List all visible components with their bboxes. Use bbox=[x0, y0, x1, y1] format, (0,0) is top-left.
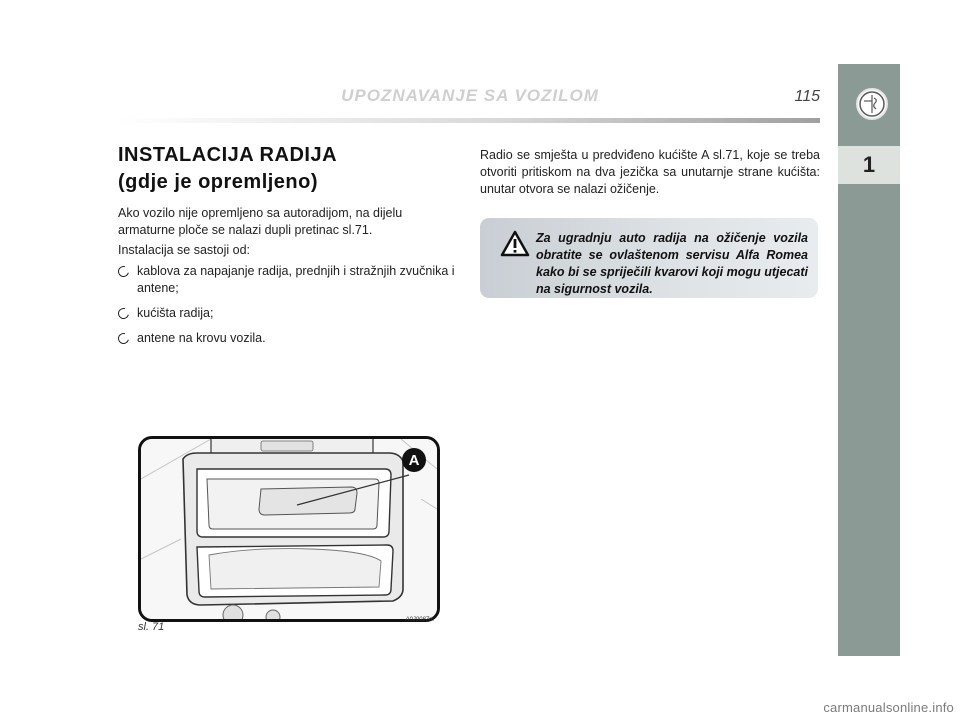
figure-caption: sl. 71 bbox=[138, 621, 165, 633]
list-intro: Instalacija se sastoji od: bbox=[118, 243, 251, 257]
list-item: kućišta radija; bbox=[118, 305, 458, 322]
warning-text: Za ugradnju auto radija na ožičenje vozila obratite se ovlaštenom servisu Alfa Romea kako bi se spriječili kvarovi koji mogu utjecati na sigurnost vozila. bbox=[536, 231, 808, 296]
list-item: antene na krovu vozila. bbox=[118, 330, 458, 347]
warning-box bbox=[480, 218, 818, 298]
page-number: 115 bbox=[794, 88, 820, 105]
left-column-text bbox=[118, 205, 458, 355]
radio-housing-paragraph: Radio se smješta u predviđeno kućište A sl.71, koje se treba otvoriti pritiskom na dva jezička sa unutarnje strane kućišta: unutar otvora se nalazi ožičenje. bbox=[480, 148, 820, 196]
bullet-icon bbox=[116, 331, 131, 346]
components-list bbox=[118, 263, 458, 347]
section-heading bbox=[118, 142, 458, 196]
header-divider bbox=[118, 118, 820, 123]
figure-code: A0J0087m bbox=[405, 617, 434, 623]
right-column-text bbox=[480, 147, 820, 198]
bullet-icon bbox=[116, 264, 131, 279]
warning-triangle-icon bbox=[500, 230, 530, 262]
bullet-icon bbox=[116, 306, 131, 321]
intro-paragraph: Ako vozilo nije opremljeno sa autoradijom, na dijelu armaturne ploče se nalazi dupli pretinac sl.71. bbox=[118, 206, 403, 237]
section-heading-line2: (gdje je opremljeno) bbox=[118, 171, 319, 193]
running-header-title: UPOZNAVANJE SA VOZILOM bbox=[341, 86, 599, 105]
chapter-number: 1 bbox=[838, 146, 900, 184]
figure-illustration bbox=[138, 436, 440, 622]
list-item: kablova za napajanje radija, prednjih i stražnjih zvučnika i antene; bbox=[118, 263, 458, 297]
alfa-romeo-logo-icon bbox=[856, 88, 888, 120]
section-heading-line1: INSTALACIJA RADIJA bbox=[118, 144, 338, 166]
watermark-link[interactable]: carmanualsonline.info bbox=[823, 700, 954, 715]
figure-callout-a: A bbox=[402, 448, 426, 472]
